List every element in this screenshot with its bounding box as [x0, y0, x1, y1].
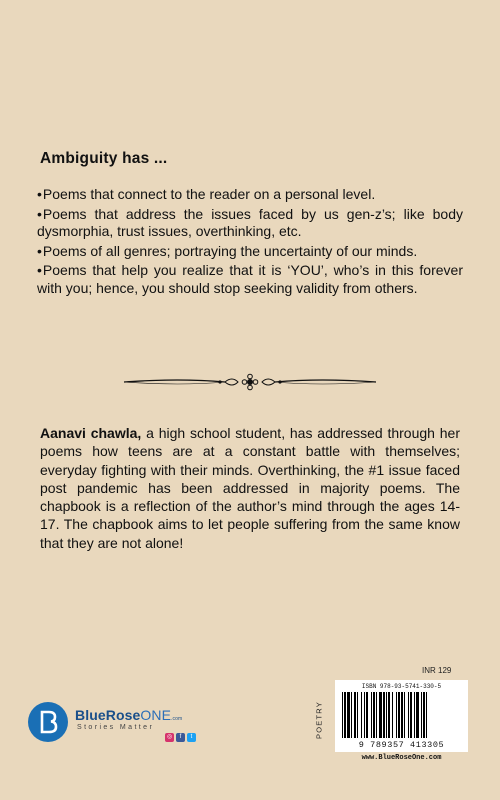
publisher-name-accent: ONE	[140, 707, 172, 723]
publisher-name	[75, 707, 182, 723]
facebook-icon: f	[176, 733, 185, 742]
list-item-text: Poems of all genres; portraying the uncertainty of our minds.	[42, 242, 418, 259]
list-item	[37, 262, 463, 297]
list-item-text: Poems that connect to the reader on a personal level.	[42, 186, 376, 202]
list-item	[37, 243, 463, 261]
publisher-name-suffix: .com	[171, 716, 183, 722]
price-label: INR 129	[422, 666, 452, 675]
list-item	[37, 206, 463, 241]
list-item-text: Poems that help you realize that it is ‘YOU’, who’s in this forever with you; hence, you should stop seeking validity from others.	[37, 262, 463, 296]
author-name: Aanavi chawla,	[40, 425, 142, 441]
feature-list	[37, 186, 463, 300]
list-item-text: Poems that address the issues faced by us gen-z’s; like body dysmorphia, trust issues, overthinking, etc.	[37, 205, 463, 240]
publisher-logo	[28, 702, 208, 746]
bullet-marker: •	[37, 242, 42, 259]
bullet-marker: •	[37, 205, 42, 222]
bullet-marker: •	[37, 186, 42, 202]
isbn-label: ISBN 978-93-5741-330-5	[361, 683, 442, 690]
instagram-icon: ◎	[166, 734, 173, 740]
barcode-bars	[342, 692, 461, 740]
publisher-name-main: BlueRose	[75, 707, 141, 723]
publisher-tagline: Stories Matter	[77, 724, 155, 731]
bullet-marker: •	[37, 262, 42, 279]
author-blurb-text: a high school student, has addressed through her poems how teens are at a constant battle with themselves; everyday fighting with their minds. Overthinking, the #1 issue faced post pandemic has been addressed in majority poems. The chapbook is a reflection of the author’s mind through the ages 14-17. The chapbook aims to let people suffering from the same know that they are not alone!	[40, 425, 460, 551]
category-label	[313, 690, 325, 750]
ornamental-divider	[120, 373, 380, 391]
barcode	[335, 680, 468, 752]
twitter-icon: t	[187, 733, 196, 742]
list-item	[37, 186, 463, 204]
social-icons	[165, 733, 196, 742]
category-text: POETRY	[314, 701, 324, 739]
publisher-website: www.BlueRoseOne.com	[361, 754, 442, 762]
isbn-digits: 9 789357 413305	[358, 740, 445, 750]
section-heading: Ambiguity has ...	[40, 150, 168, 167]
bluerose-logo-icon	[28, 702, 68, 742]
author-blurb	[40, 424, 460, 552]
